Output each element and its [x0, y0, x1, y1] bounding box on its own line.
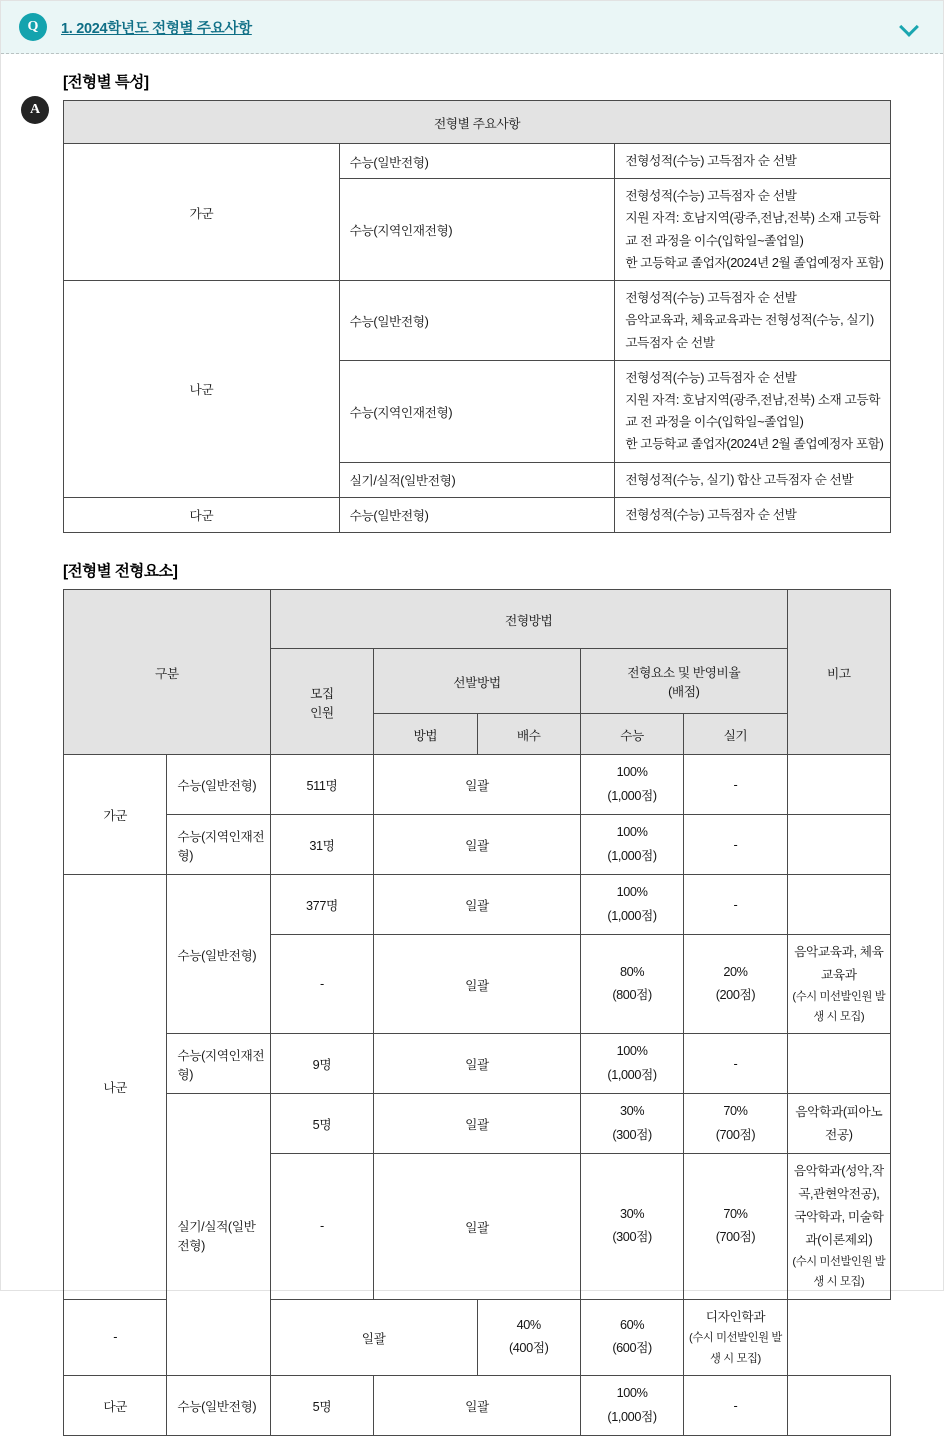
desc-line: 한 고등학교 졸업자(2024년 2월 졸업예정자 포함): [625, 255, 884, 270]
cell-silgi: [684, 1376, 787, 1436]
header-note: 비고: [787, 590, 890, 755]
cell-silgi: [684, 1034, 787, 1094]
silgi-points: (200점): [715, 988, 756, 1003]
cell-suneung: [580, 875, 683, 935]
cell-quota: -: [64, 1299, 167, 1376]
suneung-pct: 100%: [616, 825, 648, 840]
cell-method: 일괄: [374, 755, 581, 815]
cell-type-name: 수능(일반전형): [167, 1376, 270, 1436]
cell-method: 일괄: [374, 1094, 581, 1154]
silgi-points: (700점): [715, 1230, 756, 1245]
table-row: [64, 144, 891, 179]
faq-header-bar[interactable]: [1, 1, 943, 54]
note-main: 음악학과(성악,작곡,관현악전공),: [793, 1164, 884, 1202]
table-header-row: [64, 101, 891, 144]
suneung-pct: 100%: [616, 885, 648, 900]
cell-description: [615, 497, 891, 532]
header-multiple: 배수: [477, 714, 580, 755]
cell-quota: 511명: [270, 755, 373, 815]
cell-method: 일괄: [374, 1154, 581, 1299]
silgi-pct: -: [733, 777, 738, 792]
cell-suneung: [580, 1034, 683, 1094]
cell-note: [684, 1299, 787, 1376]
silgi-pct: -: [733, 1056, 738, 1071]
note-main: 음악학과(피아노전공): [795, 1105, 883, 1142]
faq-title-link[interactable]: 1. 2024학년도 전형별 주요사항: [61, 20, 252, 37]
header-gubun: 구분: [64, 590, 271, 755]
answer-body: [1, 54, 943, 1436]
desc-line: 전형성적(수능) 고득점자 순 선발: [625, 507, 797, 522]
table-row: [64, 1376, 891, 1436]
cell-note: [787, 1154, 890, 1299]
cell-type-name: 수능(일반전형): [167, 875, 270, 1034]
header-quota-line2: 인원: [310, 705, 334, 720]
cell-type-name: 수능(일반전형): [167, 755, 270, 815]
cell-suneung: [580, 755, 683, 815]
cell-note: [787, 935, 890, 1034]
table-row: [64, 875, 891, 935]
admission-elements-table: [63, 589, 891, 1436]
table-header-row: [64, 590, 891, 649]
cell-gun: 나군: [64, 281, 340, 498]
silgi-pct: -: [733, 1398, 738, 1413]
suneung-points: (1,000점): [607, 908, 657, 923]
table-row: [64, 497, 891, 532]
table-row: [64, 1094, 891, 1154]
cell-gun: 가군: [64, 755, 167, 875]
desc-line: 한 고등학교 졸업자(2024년 2월 졸업예정자 포함): [625, 437, 884, 452]
cell-silgi: [684, 815, 787, 875]
cell-silgi: [684, 875, 787, 935]
cell-method: 일괄: [270, 1299, 477, 1376]
cell-type-name: 실기/실적(일반전형): [167, 1094, 270, 1376]
header-select-method: 선발방법: [374, 649, 581, 714]
desc-line: 전형성적(수능, 실기) 합산 고득점자 순 선발: [625, 472, 854, 487]
question-badge: Q: [19, 13, 47, 41]
cell-note: [787, 815, 890, 875]
cell-method: 일괄: [374, 935, 581, 1034]
silgi-points: (600점): [612, 1341, 652, 1356]
desc-line: 전형성적(수능) 고득점자 순 선발: [625, 370, 797, 385]
table-row: [64, 281, 891, 361]
note-sub: (수시 미선발인원 발생 시 모집): [792, 990, 886, 1024]
note-sub: (수시 미선발인원 발생 시 모집): [792, 1255, 886, 1289]
desc-line: 전형성적(수능) 고득점자 순 선발: [625, 189, 797, 204]
silgi-pct: 60%: [619, 1317, 645, 1332]
cell-method: 일괄: [374, 875, 581, 935]
cell-type-name: 수능(지역인재전형): [167, 815, 270, 875]
cell-note: [787, 1376, 890, 1436]
cell-description: [615, 281, 891, 361]
cell-suneung: [580, 1094, 683, 1154]
cell-suneung: [580, 935, 683, 1034]
suneung-points: (300점): [612, 1127, 652, 1142]
chevron-down-icon[interactable]: [899, 16, 921, 38]
suneung-pct: 30%: [619, 1104, 645, 1119]
cell-silgi: [684, 755, 787, 815]
silgi-points: (700점): [715, 1127, 756, 1142]
cell-note: [787, 755, 890, 815]
desc-line: 음악교육과, 체육교육과는 전형성적(수능, 실기) 고득점자 순 선발: [625, 313, 874, 350]
cell-description: [615, 462, 891, 497]
cell-suneung: [477, 1299, 580, 1376]
silgi-pct: 70%: [723, 1206, 748, 1221]
desc-line: 전형성적(수능) 고득점자 순 선발: [625, 154, 797, 168]
silgi-pct: -: [733, 837, 738, 852]
cell-type-name: 수능(일반전형): [339, 497, 615, 532]
header-factor-line2: (배점): [668, 685, 700, 700]
header-factor-line1: 전형요소 및 반영비율: [627, 666, 741, 681]
header-factor-ratio: [580, 649, 787, 714]
cell-quota: 5명: [270, 1094, 373, 1154]
cell-description: [615, 144, 891, 179]
cell-method: 일괄: [374, 1376, 581, 1436]
cell-silgi: [684, 1154, 787, 1299]
cell-quota: -: [270, 935, 373, 1034]
cell-method: 일괄: [374, 1034, 581, 1094]
table-row: [64, 755, 891, 815]
cell-gun: 다군: [64, 1376, 167, 1436]
cell-quota: 5명: [270, 1376, 373, 1436]
section-title-elements: [전형별 전형요소]: [63, 563, 178, 581]
header-method-group: 전형방법: [270, 590, 787, 649]
cell-gun: 나군: [64, 875, 167, 1299]
suneung-pct: 100%: [616, 1044, 648, 1059]
desc-line: 전형성적(수능) 고득점자 순 선발: [625, 291, 797, 306]
section-title-characteristics: [전형별 특성]: [63, 74, 149, 91]
header-silgi: 실기: [684, 714, 787, 755]
header-quota: [270, 649, 373, 755]
suneung-pct: 30%: [619, 1206, 645, 1221]
cell-note: [787, 875, 890, 935]
cell-silgi: [684, 935, 787, 1034]
suneung-points: (400점): [508, 1341, 549, 1356]
suneung-points: (1,000점): [607, 788, 657, 803]
cell-note: [787, 1034, 890, 1094]
cell-quota: 31명: [270, 815, 373, 875]
cell-type-name: 수능(지역인재전형): [167, 1034, 270, 1094]
cell-gun: 다군: [64, 497, 340, 532]
cell-type-name: 수능(일반전형): [339, 144, 615, 179]
note-main: 디자인학과: [705, 1309, 766, 1324]
cell-suneung: [580, 1154, 683, 1299]
table-row: [64, 1034, 891, 1094]
suneung-pct: 40%: [516, 1317, 541, 1332]
table-row: [64, 815, 891, 875]
cell-silgi: [684, 1094, 787, 1154]
cell-quota: 9명: [270, 1034, 373, 1094]
cell-silgi: [580, 1299, 683, 1376]
cell-type-name: 수능(지역인재전형): [339, 179, 615, 281]
suneung-pct: 80%: [619, 964, 645, 979]
header-suneung: 수능: [580, 714, 683, 755]
cell-suneung: [580, 1376, 683, 1436]
desc-line: 지원 자격: 호남지역(광주,전남,전북) 소재 고등학교 전 과정을 이수(입학일~졸업일): [625, 211, 881, 248]
note-main-2: 국악학과, 미술학과(이론제외): [794, 1210, 884, 1248]
cell-type-name: 수능(일반전형): [339, 281, 615, 361]
cell-method: 일괄: [374, 815, 581, 875]
answer-badge: A: [21, 96, 49, 124]
suneung-pct: 100%: [616, 765, 648, 780]
suneung-points: (300점): [612, 1230, 652, 1245]
cell-type-name: 실기/실적(일반전형): [339, 462, 615, 497]
admission-characteristics-table: [63, 100, 891, 533]
cell-quota: 377명: [270, 875, 373, 935]
suneung-points: (1,000점): [607, 1409, 657, 1424]
suneung-points: (1,000점): [607, 1067, 657, 1082]
cell-description: [615, 179, 891, 281]
desc-line: 지원 자격: 호남지역(광주,전남,전북) 소재 고등학교 전 과정을 이수(입학일~졸업일): [625, 392, 881, 430]
suneung-points: (1,000점): [607, 848, 657, 863]
note-main: 음악교육과, 체육교육과: [794, 945, 884, 982]
cell-quota: -: [270, 1154, 373, 1299]
cell-note: [787, 1094, 890, 1154]
cell-suneung: [580, 815, 683, 875]
cell-gun: 가군: [64, 144, 340, 281]
note-sub: (수시 미선발인원 발생 시 모집): [688, 1332, 782, 1365]
table-caption-cell: 전형별 주요사항: [64, 101, 891, 144]
header-quota-line1: 모집: [310, 686, 334, 701]
suneung-pct: 100%: [616, 1386, 648, 1401]
header-method: 방법: [374, 714, 477, 755]
suneung-points: (800점): [612, 988, 652, 1003]
cell-type-name: 수능(지역인재전형): [339, 360, 615, 462]
cell-description: [615, 360, 891, 462]
silgi-pct: 70%: [723, 1104, 748, 1119]
silgi-pct: 20%: [723, 964, 748, 979]
silgi-pct: -: [733, 897, 738, 912]
